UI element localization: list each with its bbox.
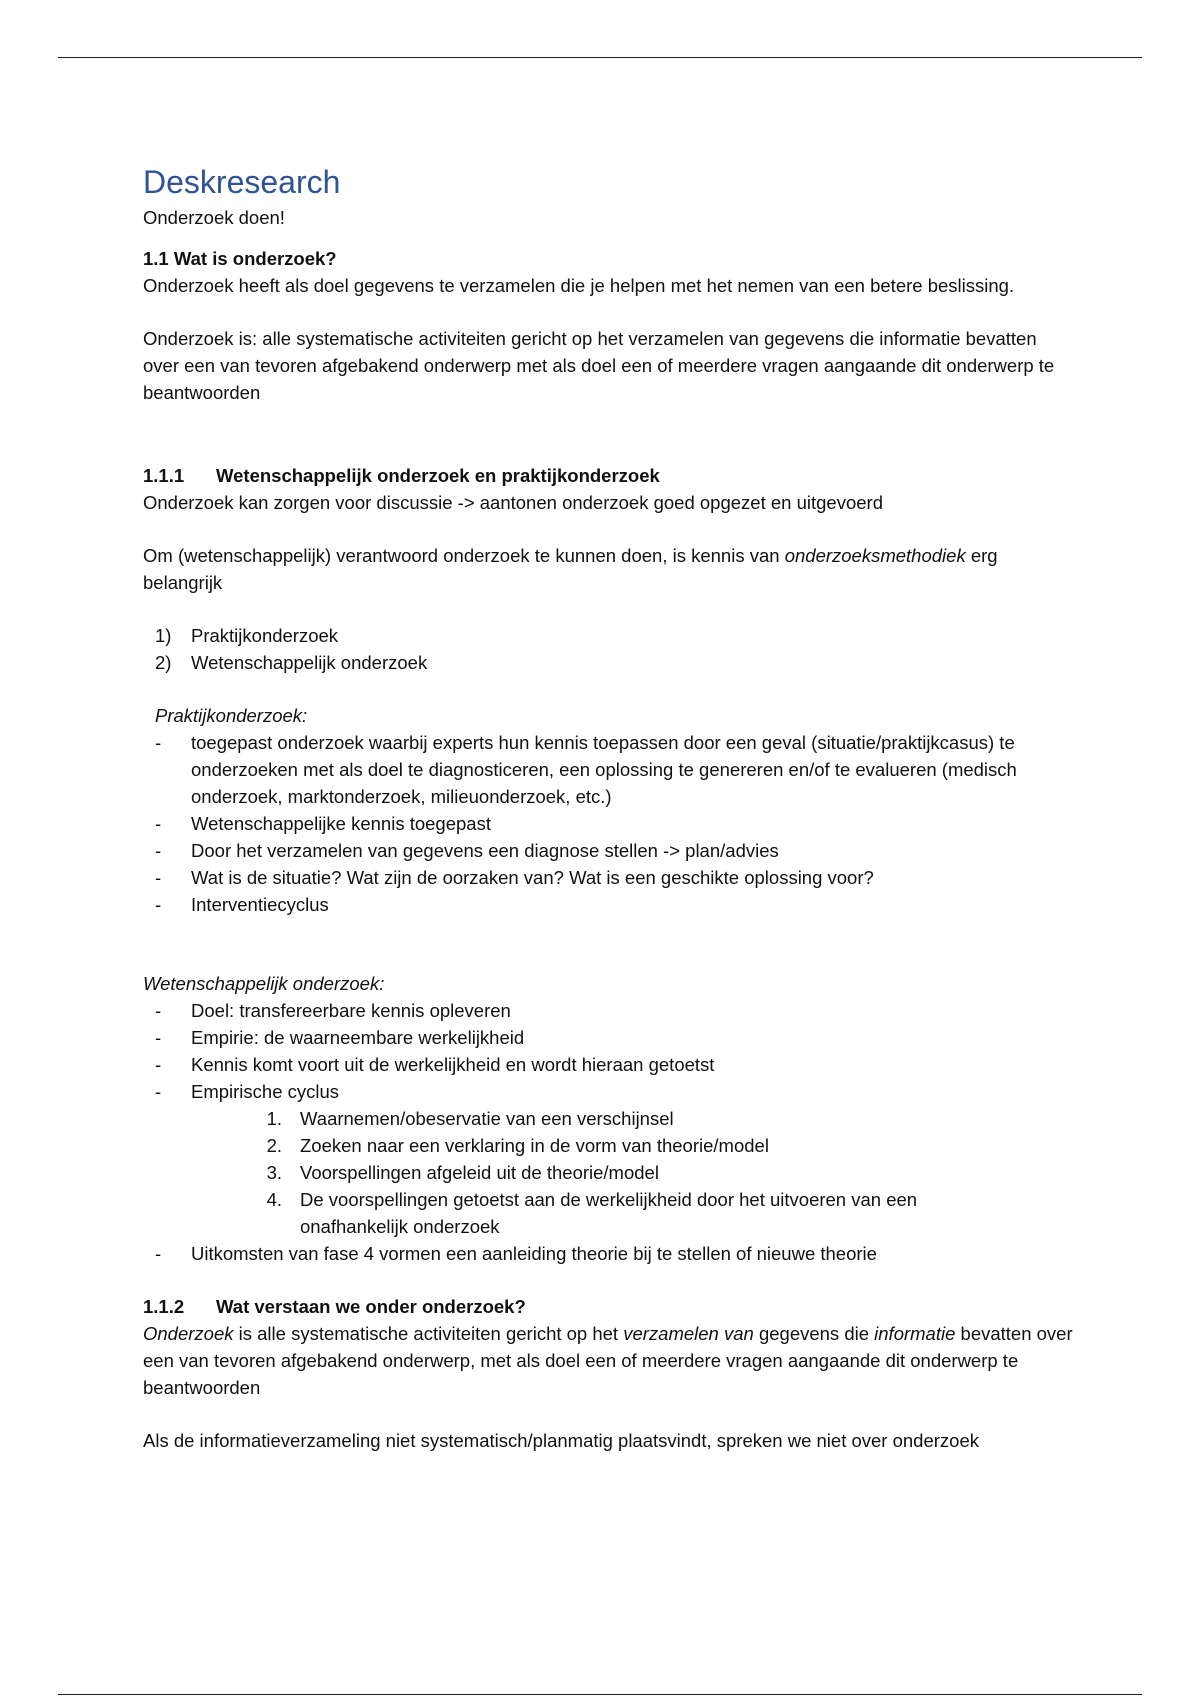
section-heading-1-1-2 <box>143 1293 1073 1320</box>
text-run: Om (wetenschappelijk) verantwoord onderzoek te kunnen doen, is kennis van <box>143 545 785 566</box>
list-text: toegepast onderzoek waarbij experts hun kennis toepassen door een geval (situatie/praktijkcasus) te onderzoeken met als doel te diagnosticeren, een oplossing te genereren en/of te evalueren (medisch onderzoek, marktonderzoek, milieuonderzoek, etc.) <box>191 732 1017 807</box>
praktijk-label: Praktijkonderzoek: <box>155 705 308 726</box>
list-item <box>143 729 1073 810</box>
list-text: Wetenschappelijke kennis toegepast <box>191 813 491 834</box>
praktijk-list <box>143 729 1073 918</box>
dash-bullet: - <box>155 732 162 753</box>
list-text: Empirische cyclus <box>191 1081 340 1102</box>
dash-bullet: - <box>155 1054 162 1075</box>
list-item <box>143 891 1073 918</box>
wetenschappelijk-label: Wetenschappelijk onderzoek: <box>143 973 385 994</box>
header-rule <box>58 57 1142 58</box>
list-text: Voorspellingen afgeleid uit de theorie/model <box>300 1162 659 1183</box>
document-page <box>143 162 1073 1454</box>
paragraph: Onderzoek kan zorgen voor discussie -> aantonen onderzoek goed opgezet en uitgevoerd <box>143 492 883 513</box>
list-text: Door het verzamelen van gegevens een diagnose stellen -> plan/advies <box>191 840 779 861</box>
list-item <box>143 997 1073 1024</box>
list-number: 2. <box>266 1135 282 1156</box>
dash-bullet: - <box>155 1027 162 1048</box>
text-run: erg belangrijk <box>143 545 998 593</box>
dash-bullet: - <box>155 840 162 861</box>
subtitle: Onderzoek doen! <box>143 207 285 228</box>
section-title: Wetenschappelijk onderzoek en praktijkonderzoek <box>216 465 660 486</box>
list-text: Zoeken naar een verklaring in de vorm van theorie/model <box>300 1135 769 1156</box>
dash-bullet: - <box>155 813 162 834</box>
list-item <box>143 1240 1073 1267</box>
list-text: Praktijkonderzoek <box>191 625 339 646</box>
list-item <box>143 1051 1073 1078</box>
paragraph: Onderzoek is: alle systematische activiteiten gericht op het verzamelen van gegevens die informatie bevatten over een van tevoren afgebakend onderwerp met als doel een of meerdere vragen aangaande dit onderwerp te beantwoorden <box>143 328 1055 403</box>
empirical-cycle-list <box>143 1105 1073 1240</box>
text-run: bevatten over een van tevoren afgebakend onderwerp, met als doel een of meerdere vragen aangaande dit onderwerp te beantwoorden <box>143 1323 1073 1398</box>
list-text: Uitkomsten van fase 4 vormen een aanleiding theorie bij te stellen of nieuwe theorie <box>191 1243 877 1264</box>
list-number: 1) <box>155 625 172 646</box>
emphasis: Onderzoek <box>143 1323 234 1344</box>
list-item <box>143 864 1073 891</box>
paragraph <box>143 542 1073 596</box>
wetenschappelijk-list-end <box>143 1240 1073 1267</box>
list-item <box>143 649 1073 676</box>
list-number: 2) <box>155 652 172 673</box>
dash-bullet: - <box>155 867 162 888</box>
list-item <box>143 1078 1073 1105</box>
emphasis: onderzoeksmethodiek <box>784 545 966 566</box>
paragraph: Als de informatieverzameling niet systematisch/planmatig plaatsvindt, spreken we niet over onderzoek <box>143 1430 979 1451</box>
list-text: Interventiecyclus <box>191 894 329 915</box>
footer-rule <box>58 1694 1142 1695</box>
text-run: gegevens die <box>753 1323 875 1344</box>
list-text: Doel: transfereerbare kennis opleveren <box>191 1000 511 1021</box>
paragraph <box>143 1320 1073 1401</box>
dash-bullet: - <box>155 894 162 915</box>
paragraph: Onderzoek heeft als doel gegevens te verzamelen die je helpen met het nemen van een betere beslissing. <box>143 275 1015 296</box>
list-number: 3. <box>266 1162 282 1183</box>
wetenschappelijk-list <box>143 997 1073 1105</box>
section-heading-1-1: 1.1 Wat is onderzoek? <box>143 248 337 269</box>
list-text: Kennis komt voort uit de werkelijkheid en wordt hieraan getoetst <box>191 1054 715 1075</box>
list-item <box>143 1186 1073 1240</box>
list-item <box>143 1024 1073 1051</box>
section-title: Wat verstaan we onder onderzoek? <box>216 1296 526 1317</box>
emphasis: informatie <box>874 1323 956 1344</box>
list-item <box>143 622 1073 649</box>
list-item <box>143 1132 1073 1159</box>
list-number: 1. <box>266 1108 282 1129</box>
page-title: Deskresearch <box>143 164 341 200</box>
list-text: Empirie: de waarneembare werkelijkheid <box>191 1027 525 1048</box>
dash-bullet: - <box>155 1243 162 1264</box>
list-text: Waarnemen/obeservatie van een verschijnsel <box>300 1108 674 1129</box>
text-run: is alle systematische activiteiten gericht op het <box>233 1323 624 1344</box>
section-number: 1.1.1 <box>143 465 185 486</box>
list-number: 4. <box>266 1189 282 1210</box>
emphasis: verzamelen van <box>623 1323 754 1344</box>
list-text: Wetenschappelijk onderzoek <box>191 652 428 673</box>
list-item <box>143 837 1073 864</box>
list-text: De voorspellingen getoetst aan de werkelijkheid door het uitvoeren van een onafhankelijk onderzoek <box>300 1189 918 1237</box>
list-text: Wat is de situatie? Wat zijn de oorzaken van? Wat is een geschikte oplossing voor? <box>191 867 874 888</box>
dash-bullet: - <box>155 1081 162 1102</box>
section-heading-1-1-1 <box>143 462 1073 489</box>
numbered-list <box>143 622 1073 676</box>
list-item <box>143 1105 1073 1132</box>
list-item <box>143 1159 1073 1186</box>
section-number: 1.1.2 <box>143 1296 185 1317</box>
list-item <box>143 810 1073 837</box>
dash-bullet: - <box>155 1000 162 1021</box>
